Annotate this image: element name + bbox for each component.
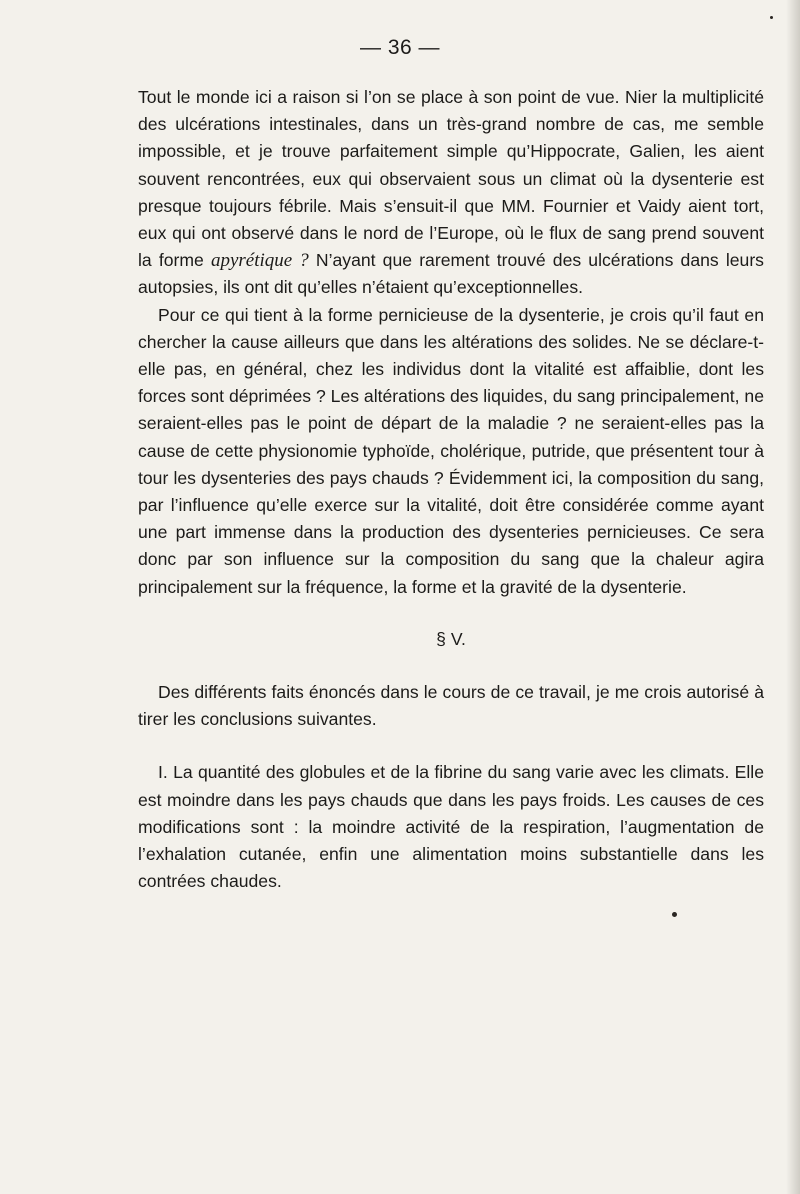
paragraph-1	[138, 84, 764, 302]
paragraph-gap	[138, 733, 764, 759]
page-edge-shadow	[786, 0, 800, 1194]
paragraph-3: Des différents faits énoncés dans le cours de ce travail, je me crois autorisé à tirer les conclusions suivantes.	[138, 682, 764, 730]
paragraph-1-start: Tout le monde ici a raison si l’on se place à son point de vue. Nier la multiplicité des ulcérations intestinales, dans un très-grand nombre de cas, me semble impossible, et je trouve parfaitement simple qu’Hippocrate, Galien, les aient souvent rencontrées, eux qui observaient sous un climat où la dysenterie est presque toujours fébrile. Mais s’ensuit-il que MM. Fournier et Vaidy aient tort, eux qui ont observé dans le nord de l’Europe, où le flux de sang prend souvent la forme	[138, 87, 764, 271]
ink-speck	[770, 16, 773, 19]
paragraph-1-end: N’ayant que rarement trouvé des ulcérations dans leurs autopsies, ils ont dit qu’elles n’étaient qu’exceptionnelles.	[138, 250, 764, 298]
page-number: — 36 —	[359, 36, 441, 59]
section-title: § V.	[436, 628, 466, 649]
ink-speck	[672, 912, 677, 917]
paragraph-1-italic: apyrétique ?	[210, 250, 309, 272]
page-body	[138, 84, 764, 895]
paragraph-4: I. La quantité des globules et de la fibrine du sang varie avec les climats. Elle est moindre dans les pays chauds que dans les pays froids. Les causes de ces modifications sont : la moindre activité de la respiration, l’augmentation de l’exhalation cutanée, enfin une alimentation moins substantielle dans les contrées chaudes.	[138, 762, 764, 892]
paragraph-2: Pour ce qui tient à la forme pernicieuse de la dysenterie, je crois qu’il faut en chercher la cause ailleurs que dans les altérations des solides. Ne se déclare-t-elle pas, en général, chez les individus dont la vitalité est affaiblie, dont les forces sont déprimées ? Les altérations des liquides, du sang principalement, ne seraient-elles pas le point de départ de la maladie ? ne seraient-elles pas la cause de cette physionomie typhoïde, cholérique, putride, que présentent tour à tour les dysenteries des pays chauds ? Évidemment ici, la composition du sang, par l’influence qu’elle exerce sur la vitalité, doit être considérée comme ayant une part immense dans la production des dysenteries pernicieuses. Ce sera donc par son influence sur la composition du sang que la chaleur agira principalement sur la fréquence, la forme et la gravité de la dysenterie.	[138, 304, 764, 597]
